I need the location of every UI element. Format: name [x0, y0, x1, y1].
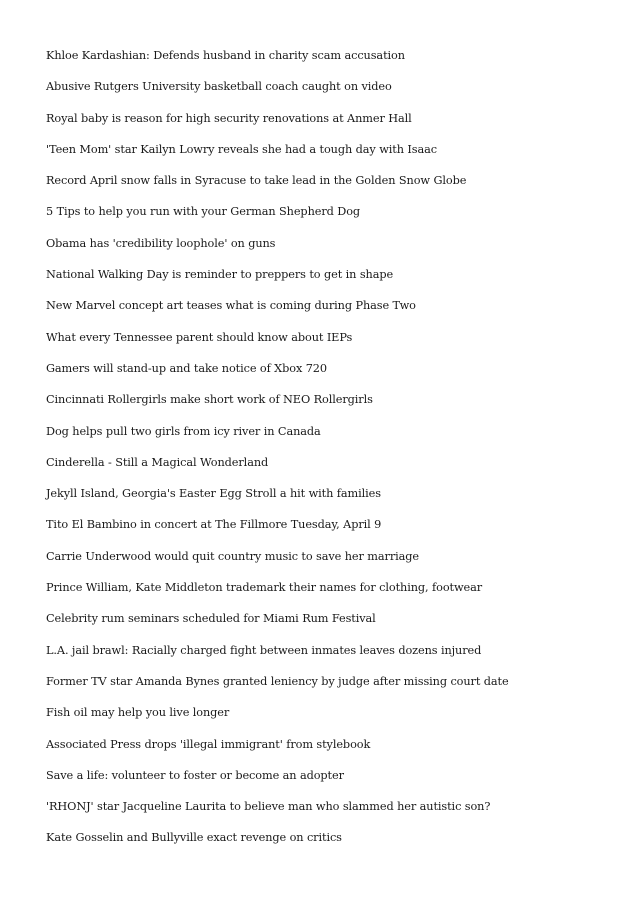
headline-item: Jekyll Island, Georgia's Easter Egg Stroll a hit with families	[46, 487, 381, 501]
headline-item: Royal baby is reason for high security renovations at Anmer Hall	[46, 111, 412, 125]
headline-item: Prince William, Kate Middleton trademark their names for clothing, footwear	[46, 581, 483, 595]
headline-item: Dog helps pull two girls from icy river in Canada	[46, 424, 321, 438]
headline-item: Tito El Bambino in concert at The Fillmore Tuesday, April 9	[46, 518, 382, 532]
headline-item: New Marvel concept art teases what is coming during Phase Two	[46, 299, 416, 313]
headline-item: Carrie Underwood would quit country music to save her marriage	[46, 549, 420, 563]
headline-item: Khloe Kardashian: Defends husband in charity scam accusation	[46, 49, 405, 62]
headline-item: Kate Gosselin and Bullyville exact revenge on critics	[46, 831, 342, 845]
headline-item: Obama has 'credibility loophole' on guns	[46, 236, 276, 250]
headline-item: Cincinnati Rollergirls make short work of NEO Rollergirls	[46, 393, 373, 407]
headline-item: What every Tennessee parent should know about IEPs	[46, 330, 353, 344]
headline-item: Gamers will stand-up and take notice of Xbox 720	[46, 361, 327, 375]
headline-item: Cinderella - Still a Magical Wonderland	[46, 455, 269, 469]
headline-item: 'Teen Mom' star Kailyn Lowry reveals she had a tough day with Isaac	[46, 142, 437, 156]
headline-item: L.A. jail brawl: Racially charged fight between inmates leaves dozens injured	[46, 643, 482, 657]
headline-item: Save a life: volunteer to foster or become an adopter	[46, 768, 344, 782]
headline-item: 5 Tips to help you run with your German Shepherd Dog	[46, 205, 361, 219]
headline-item: Former TV star Amanda Bynes granted leniency by judge after missing court date	[46, 674, 509, 688]
headline-item: Abusive Rutgers University basketball coach caught on video	[46, 80, 392, 94]
headline-item: Celebrity rum seminars scheduled for Miami Rum Festival	[46, 612, 376, 626]
headline-list	[46, 48, 626, 862]
headline-item: Record April snow falls in Syracuse to take lead in the Golden Snow Globe	[46, 174, 467, 188]
headline-item: Fish oil may help you live longer	[46, 706, 230, 720]
headline-item: Associated Press drops 'illegal immigrant' from stylebook	[46, 737, 371, 751]
headline-item: 'RHONJ' star Jacqueline Laurita to believe man who slammed her autistic son?	[46, 800, 491, 814]
headline-item: National Walking Day is reminder to preppers to get in shape	[46, 268, 394, 282]
